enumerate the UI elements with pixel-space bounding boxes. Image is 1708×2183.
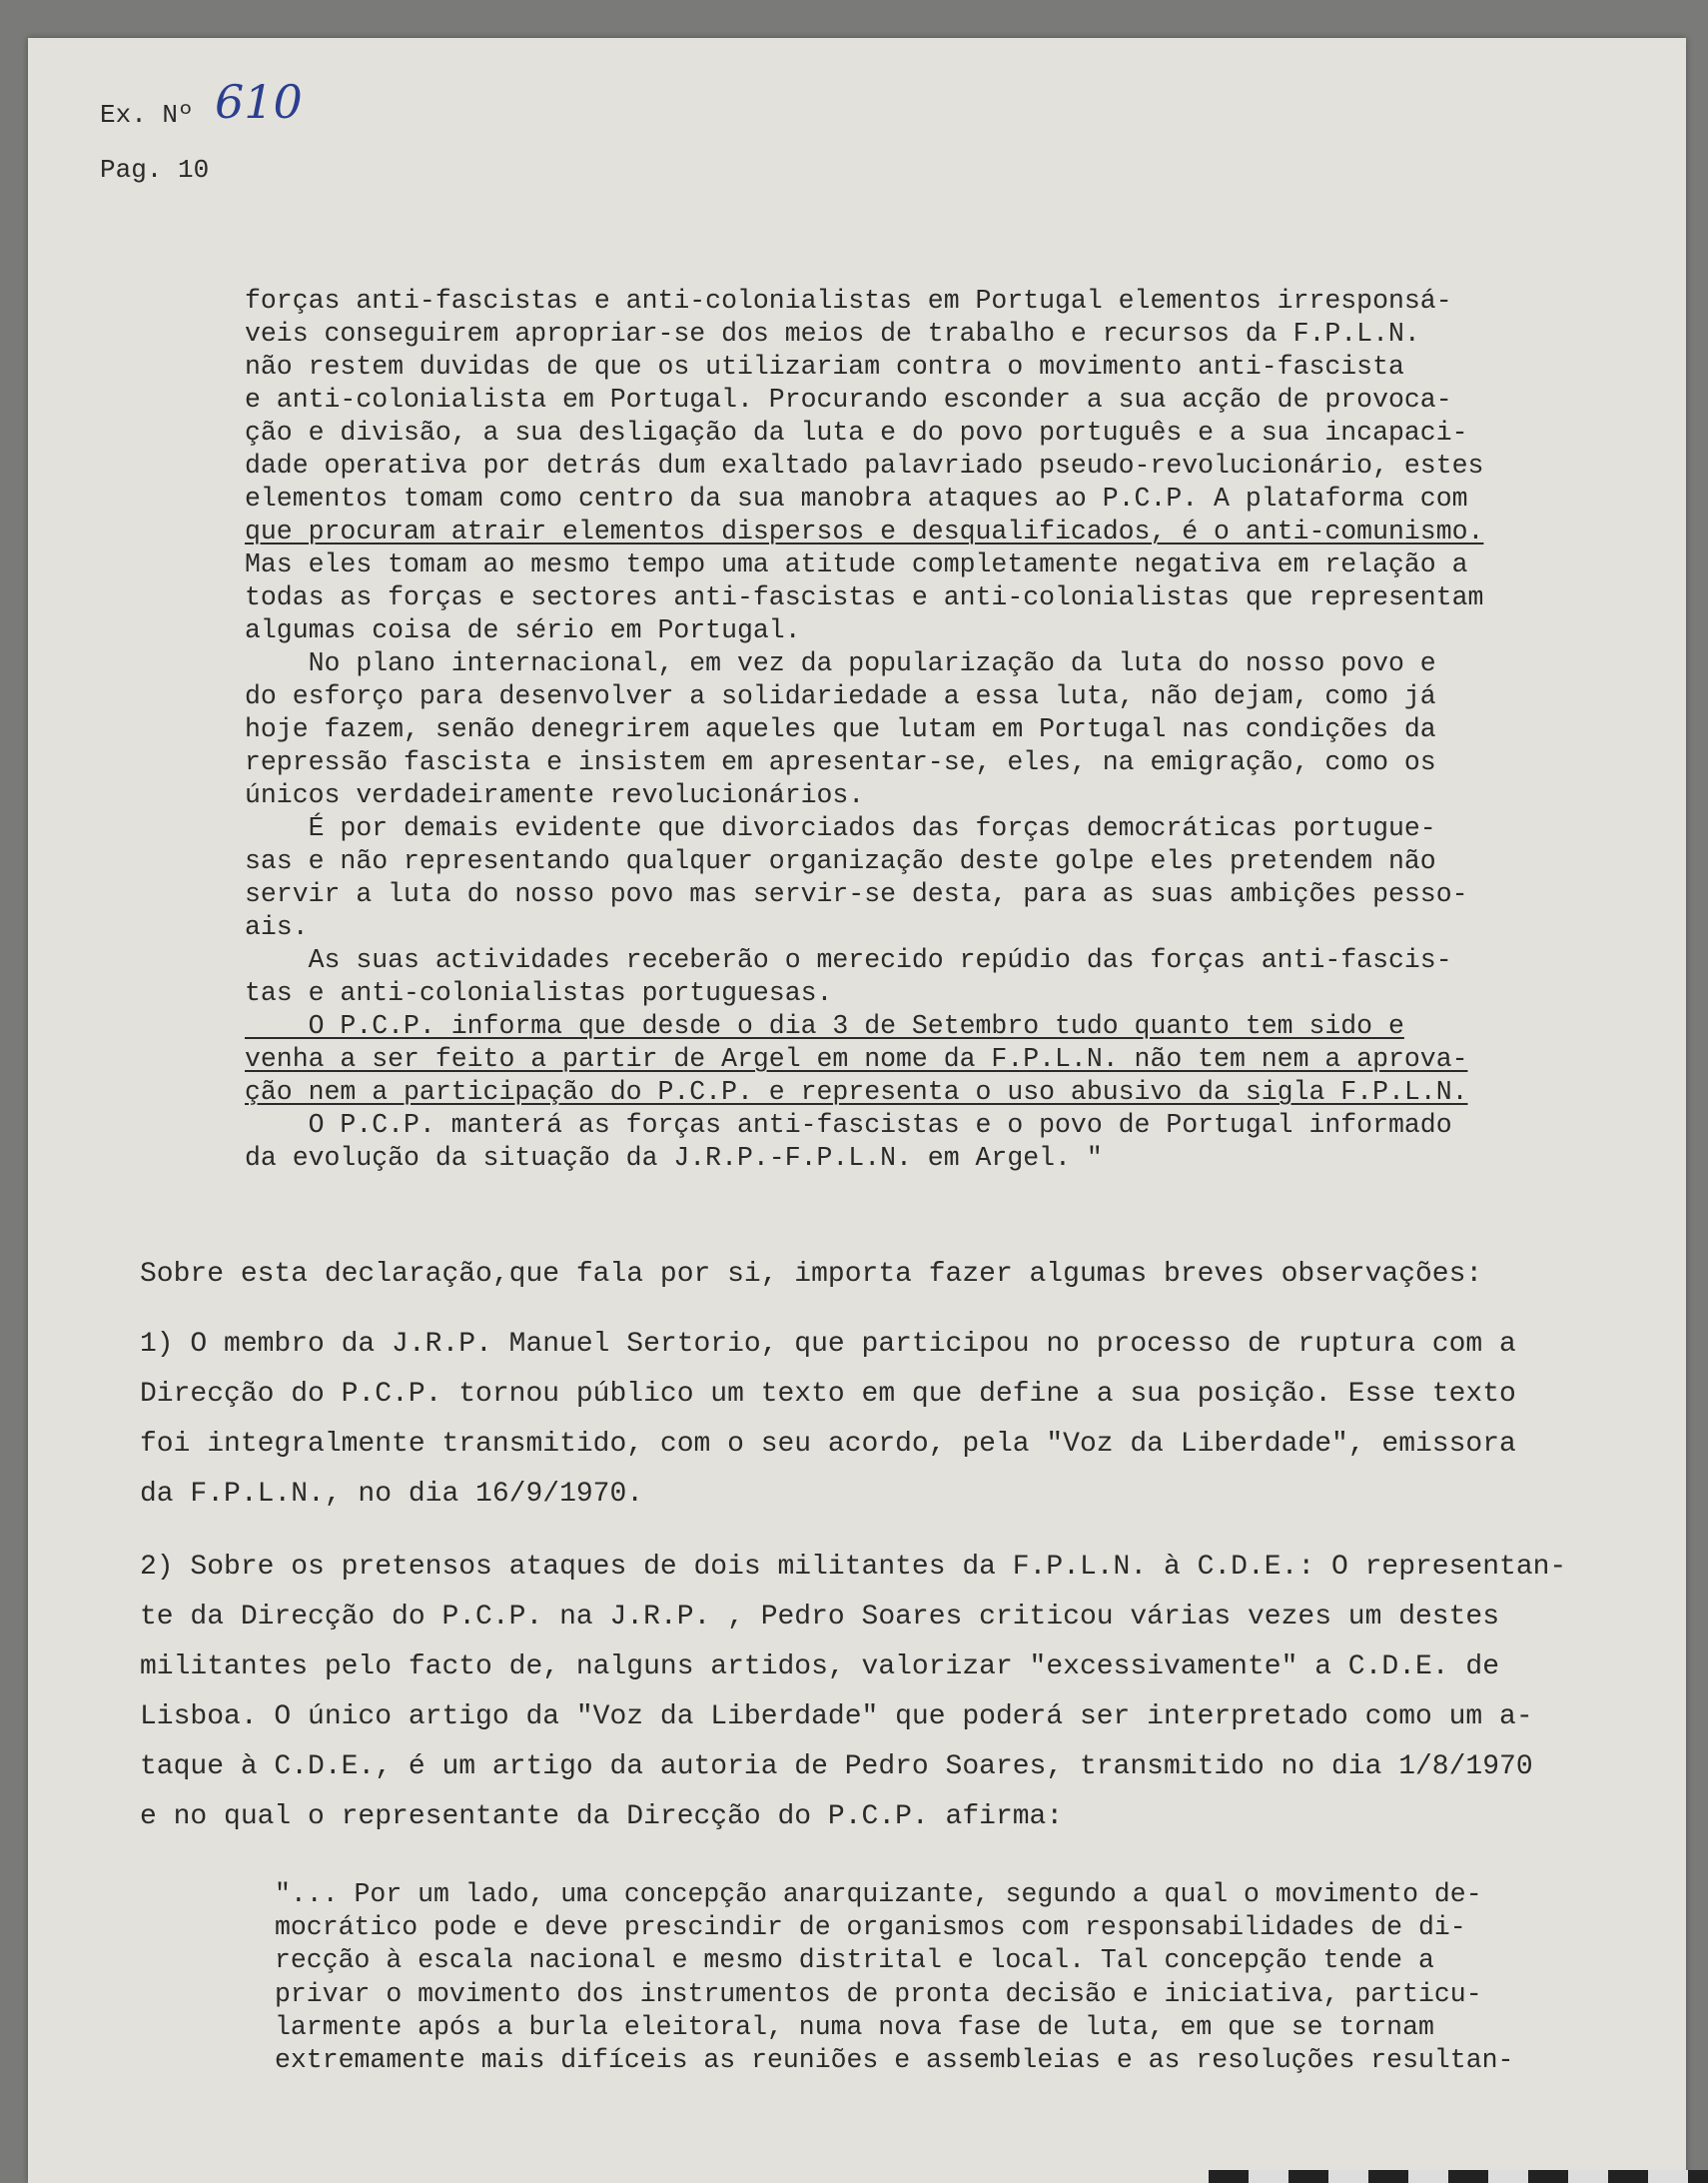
text-line: elementos tomam como centro da sua manobra ataques ao P.C.P. A plataforma com — [245, 484, 1468, 514]
text-line: ção nem a participação do P.C.P. e representa o uso abusivo da sigla F.P.L.N. — [245, 1077, 1468, 1107]
text-line: ção e divisão, a sua desligação da luta e do povo português e a sua incapaci- — [245, 418, 1468, 448]
text-line: te da Direcção do P.C.P. na J.R.P. , Pedro Soares criticou várias vezes um destes — [140, 1602, 1500, 1633]
scan-calibration-strip — [1209, 2170, 1708, 2183]
text-line: únicos verdadeiramente revolucionários. — [245, 780, 865, 810]
text-line: algumas coisa de sério em Portugal. — [245, 615, 801, 645]
text-line: não restem duvidas de que os utilizariam contra o movimento anti-fascista — [245, 352, 1404, 382]
text-line: recção à escala nacional e mesmo distrital e local. Tal concepção tende a — [275, 1945, 1434, 1976]
text-line: ais. — [245, 912, 309, 942]
text-line: tas e anti-colonialistas portuguesas. — [245, 978, 833, 1008]
text-line: As suas actividades receberão o merecido repúdio das forças anti-fascis- — [245, 945, 1452, 975]
text-line: Mas eles tomam ao mesmo tempo uma atitude completamente negativa em relação a — [245, 549, 1468, 579]
text-line: foi integralmente transmitido, com o seu acordo, pela "Voz da Liberdade", emissora — [140, 1429, 1516, 1460]
text-line: servir a luta do nosso povo mas servir-se desta, para as suas ambições pesso- — [245, 879, 1468, 909]
text-line: Direcção do P.C.P. tornou público um texto em que define a sua posição. Esse texto — [140, 1379, 1516, 1410]
text-line: do esforço para desenvolver a solidariedade a essa luta, não dejam, como já — [245, 681, 1436, 711]
text-line: que procuram atrair elementos dispersos e desqualificados, é o anti-comunismo. — [245, 517, 1484, 546]
exemplar-label: Ex. Nº — [100, 100, 194, 130]
text-line: veis conseguirem apropriar-se dos meios de trabalho e recursos da F.P.L.N. — [245, 319, 1420, 349]
text-line: repressão fascista e insistem em apresentar-se, eles, na emigração, como os — [245, 747, 1436, 777]
text-line: e anti-colonialista em Portugal. Procurando esconder a sua acção de provoca- — [245, 385, 1452, 415]
text-line: É por demais evidente que divorciados das forças democráticas portugue- — [245, 813, 1436, 843]
text-line: "... Por um lado, uma concepção anarquizante, segundo a qual o movimento de- — [275, 1879, 1482, 1909]
text-line: larmente após a burla eleitoral, numa nova fase de luta, em que se tornam — [275, 2011, 1434, 2042]
text-line: sas e não representando qualquer organização deste golpe eles pretendem não — [245, 846, 1436, 876]
text-line: e no qual o representante da Direcção do P.C.P. afirma: — [140, 1801, 1064, 1832]
exemplar-number: 610 — [215, 75, 303, 129]
text-line: da F.P.L.N., no dia 16/9/1970. — [140, 1479, 644, 1510]
text-line: privar o movimento dos instrumentos de pronta decisão e iniciativa, particu- — [275, 1978, 1482, 2009]
text-line: militantes pelo facto de, nalguns artidos, valorizar "excessivamente" a C.D.E. de — [140, 1651, 1500, 1682]
text-line: extremamente mais difíceis as reuniões e assembleias e as resoluções resultan- — [275, 2045, 1514, 2075]
text-line: forças anti-fascistas e anti-colonialistas em Portugal elementos irresponsá- — [245, 286, 1452, 316]
text-line: 2) Sobre os pretensos ataques de dois militantes da F.P.L.N. à C.D.E.: O representan- — [140, 1552, 1567, 1583]
text-line: No plano internacional, em vez da popularização da luta do nosso povo e — [245, 648, 1436, 678]
text-line: O P.C.P. manterá as forças anti-fascistas e o povo de Portugal informado — [245, 1110, 1452, 1140]
text-line: venha a ser feito a partir de Argel em nome da F.P.L.N. não tem nem a aprova- — [245, 1044, 1468, 1074]
text-line: Sobre esta declaração,que fala por si, importa fazer algumas breves observações: — [140, 1259, 1483, 1290]
text-line: hoje fazem, senão denegrirem aqueles que lutam em Portugal nas condições da — [245, 714, 1436, 744]
text-line: O P.C.P. informa que desde o dia 3 de Setembro tudo quanto tem sido e — [245, 1011, 1404, 1041]
page-number: Pag. 10 — [100, 155, 210, 185]
text-line: dade operativa por detrás dum exaltado palavriado pseudo-revolucionário, estes — [245, 451, 1484, 481]
text-line: todas as forças e sectores anti-fascistas e anti-colonialistas que representam — [245, 582, 1484, 612]
text-line: Lisboa. O único artigo da "Voz da Liberdade" que poderá ser interpretado como um a- — [140, 1701, 1533, 1732]
text-line: 1) O membro da J.R.P. Manuel Sertorio, que participou no processo de ruptura com a — [140, 1329, 1516, 1360]
text-line: taque à C.D.E., é um artigo da autoria de Pedro Soares, transmitido no dia 1/8/1970 — [140, 1751, 1533, 1782]
text-line: da evolução da situação da J.R.P.-F.P.L.N. em Argel. " — [245, 1143, 1103, 1173]
text-line: mocrático pode e deve prescindir de organismos com responsabilidades de di- — [275, 1912, 1466, 1943]
